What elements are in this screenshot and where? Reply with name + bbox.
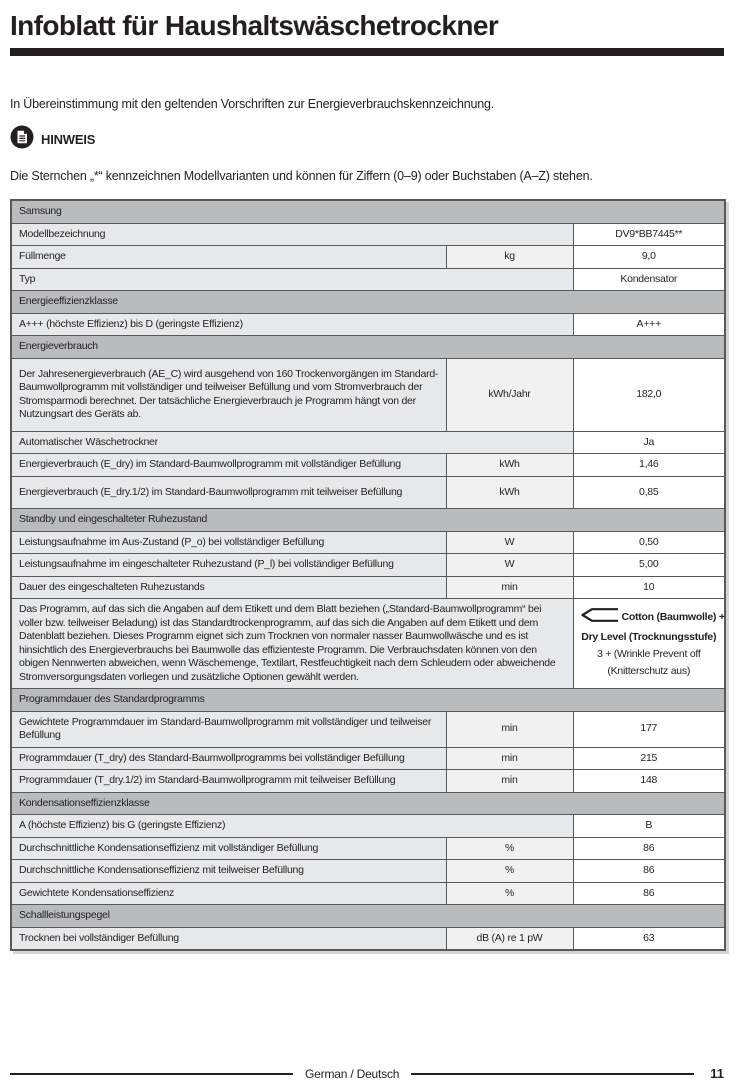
value-cell: Ja <box>573 431 725 454</box>
table-row <box>11 576 725 599</box>
table-row <box>11 268 725 291</box>
footer-rule-right <box>411 1073 694 1075</box>
row-label: Gewichtete Programmdauer im Standard-Baumwollprogramm mit vollständiger und teilweiser Befüllung <box>11 711 446 747</box>
unit-cell: min <box>446 770 573 793</box>
value-cell: A+++ <box>573 313 725 336</box>
table-row <box>11 246 725 269</box>
section-row <box>11 689 725 712</box>
table-row <box>11 837 725 860</box>
unit-cell: dB (A) re 1 pW <box>446 927 573 950</box>
unit-cell: % <box>446 837 573 860</box>
table-row <box>11 747 725 770</box>
table-row <box>11 815 725 838</box>
row-label: Programmdauer (T_dry.1/2) im Standard-Baumwollprogramm mit teilweiser Befüllung <box>11 770 446 793</box>
table-row <box>11 476 725 509</box>
section-label: Energieverbrauch <box>11 336 725 359</box>
value-cell: 5,00 <box>573 554 725 577</box>
program-line: Dry Level (Trocknungsstufe) <box>581 631 717 643</box>
table-row <box>11 531 725 554</box>
table-row <box>11 358 725 431</box>
value-cell: B <box>573 815 725 838</box>
section-label: Standby und eingeschalteter Ruhezustand <box>11 509 725 532</box>
table-row <box>11 882 725 905</box>
unit-cell: kWh/Jahr <box>446 358 573 431</box>
table-row <box>11 927 725 950</box>
value-cell: 182,0 <box>573 358 725 431</box>
row-label: Trocknen bei vollständiger Befüllung <box>11 927 446 950</box>
row-label: A+++ (höchste Effizienz) bis D (geringste Effizienz) <box>11 313 573 336</box>
row-label: Automatischer Wäschetrockner <box>11 431 573 454</box>
value-cell: Kondensator <box>573 268 725 291</box>
note-icon <box>10 125 34 154</box>
row-label: Durchschnittliche Kondensationseffizienz mit vollständiger Befüllung <box>11 837 446 860</box>
section-label: Programmdauer des Standardprogramms <box>11 689 725 712</box>
value-cell: 86 <box>573 837 725 860</box>
program-line: 3 + (Wrinkle Prevent off <box>596 648 701 660</box>
section-row <box>11 905 725 928</box>
table-row <box>11 313 725 336</box>
title-rule <box>10 48 724 56</box>
section-row <box>11 509 725 532</box>
unit-cell: % <box>446 882 573 905</box>
row-label: Leistungsaufnahme im eingeschalteter Ruhezustand (P_l) bei vollständiger Befüllung <box>11 554 446 577</box>
value-cell: 215 <box>573 747 725 770</box>
section-row <box>11 792 725 815</box>
spec-table-body <box>11 200 725 950</box>
row-label: Das Programm, auf das sich die Angaben auf dem Etikett und dem Blatt beziehen („Standard-Baumwollprogramm“ bei voller bzw. teilweiser Beladung) ist das Standardtrockenprogramm, auf das sich die Angaben auf dem Etikett und dem Datenblatt beziehen. Dieses Programm eignet sich zum Trocknen von normaler nasser Baumwollwäsche und es ist hinsichtlich des Energieverbrauchs bei Baumwolle das effizienteste Programm. Die Verbrauchsdaten können von den obigen Nennwerten abweichen, wenn Wäschemenge, Textilart, Restfeuchtigkeit nach dem Schleudern oder abweichende Stromversorgungsdaten vorliegen und zusätzliche Optionen gewählt werden. <box>11 599 573 689</box>
program-line: Cotton (Baumwolle) + <box>581 607 718 629</box>
table-row <box>11 860 725 883</box>
row-label: Programmdauer (T_dry) des Standard-Baumwollprogramms bei vollständiger Befüllung <box>11 747 446 770</box>
row-label: Durchschnittliche Kondensationseffizienz mit teilweiser Befüllung <box>11 860 446 883</box>
section-label: Schallleistungspegel <box>11 905 725 928</box>
note-row <box>10 125 724 154</box>
row-label: Modellbezeichnung <box>11 223 573 246</box>
unit-cell: kWh <box>446 454 573 477</box>
value-cell: 86 <box>573 860 725 883</box>
row-label: A (höchste Effizienz) bis G (geringste Effizienz) <box>11 815 573 838</box>
footer-language: German / Deutsch <box>305 1066 400 1081</box>
intro-text: In Übereinstimmung mit den geltenden Vorschriften zur Energieverbrauchskennzeichnung. <box>10 97 494 111</box>
value-cell: 86 <box>573 882 725 905</box>
row-label: Der Jahresenergieverbrauch (AE_C) wird ausgehend von 160 Trockenvorgängen im Standard-Baumwollprogramm mit vollständiger und teilweiser Befüllung und vom Stromverbrauch der Stromsparmodi berechnet. Der tatsächliche Energieverbrauch je Programm hängt von der Nutzungsart des Geräts ab. <box>11 358 446 431</box>
table-row <box>11 431 725 454</box>
value-cell: 1,46 <box>573 454 725 477</box>
value-cell: 148 <box>573 770 725 793</box>
unit-cell: kWh <box>446 476 573 509</box>
unit-cell: min <box>446 747 573 770</box>
value-cell: 10 <box>573 576 725 599</box>
table-row <box>11 599 725 689</box>
value-cell: 0,85 <box>573 476 725 509</box>
section-row <box>11 291 725 314</box>
value-cell: 0,50 <box>573 531 725 554</box>
program-cell <box>573 599 725 689</box>
program-line: (Knitterschutz aus) <box>607 665 691 677</box>
page-title: Infoblatt für Haushaltswäschetrockner <box>10 10 499 41</box>
unit-cell: min <box>446 576 573 599</box>
footer-rule-left <box>10 1073 293 1075</box>
note-text: Die Sternchen „*“ kennzeichnen Modellvarianten und können für Ziffern (0–9) oder Buchstaben (A–Z) stehen. <box>10 169 593 183</box>
unit-cell: W <box>446 531 573 554</box>
section-row <box>11 336 725 359</box>
note-label: HINWEIS <box>41 132 96 147</box>
footer-page-number: 11 <box>710 1066 725 1081</box>
row-label: Energieverbrauch (E_dry) im Standard-Baumwollprogramm mit vollständiger Befüllung <box>11 454 446 477</box>
table-row <box>11 223 725 246</box>
value-cell: DV9*BB7445** <box>573 223 725 246</box>
row-label: Leistungsaufnahme im Aus-Zustand (P_o) bei vollständiger Befüllung <box>11 531 446 554</box>
table-row <box>11 454 725 477</box>
table-row <box>11 554 725 577</box>
row-label: Füllmenge <box>11 246 446 269</box>
row-label: Gewichtete Kondensationseffizienz <box>11 882 446 905</box>
cotton-program-icon <box>581 607 619 629</box>
row-label: Energieverbrauch (E_dry.1/2) im Standard-Baumwollprogramm mit teilweiser Befüllung <box>11 476 446 509</box>
table-row <box>11 711 725 747</box>
row-label: Dauer des eingeschalteten Ruhezustands <box>11 576 446 599</box>
table-row <box>11 770 725 793</box>
section-label: Samsung <box>11 200 725 223</box>
section-label: Energieeffizienzklasse <box>11 291 725 314</box>
row-label: Typ <box>11 268 573 291</box>
unit-cell: % <box>446 860 573 883</box>
value-cell: 177 <box>573 711 725 747</box>
spec-table <box>10 199 726 951</box>
unit-cell: W <box>446 554 573 577</box>
value-cell: 9,0 <box>573 246 725 269</box>
content-area <box>10 0 724 951</box>
page-footer <box>10 1066 724 1081</box>
section-label: Kondensationseffizienzklasse <box>11 792 725 815</box>
unit-cell: min <box>446 711 573 747</box>
section-row <box>11 200 725 223</box>
unit-cell: kg <box>446 246 573 269</box>
value-cell: 63 <box>573 927 725 950</box>
